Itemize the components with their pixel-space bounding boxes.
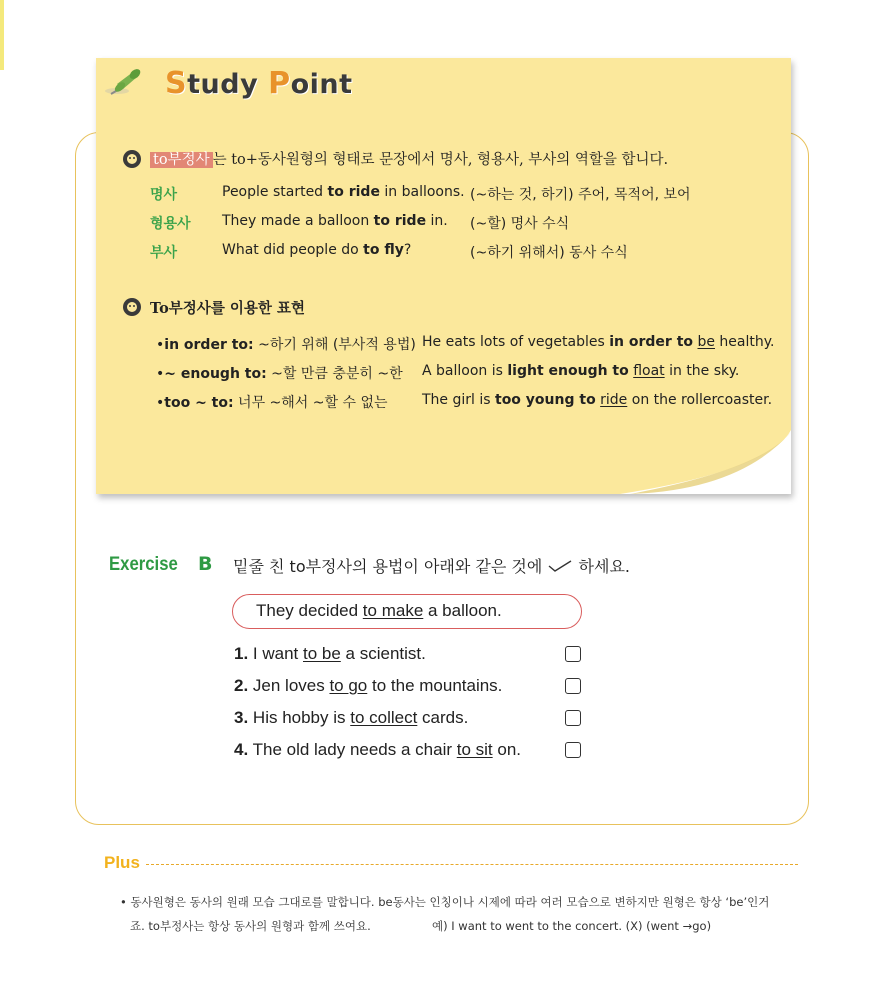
usage-example-adjective: They made a balloon to ride in. xyxy=(222,213,448,229)
expression-enough-to: •~ enough to: ~할 만큼 충분히 ~한 xyxy=(156,366,403,382)
arrow-icon: → xyxy=(682,919,693,933)
example-sentence: They decided to make a balloon. xyxy=(256,601,502,620)
question-2: 2. Jen loves to go to the mountains. xyxy=(234,676,503,695)
expressions-heading: To부정사를 이용한 표현 xyxy=(150,300,305,317)
usage-label-adverb: 부사 xyxy=(150,245,178,261)
exercise-instruction: 밑줄 친 to부정사의 용법이 아래와 같은 것에 하세요. xyxy=(233,557,630,576)
study-point-title xyxy=(165,66,353,101)
intro-text: 는 to+동사원형의 형태로 문장에서 명사, 형용사, 부사의 역할을 합니다. xyxy=(212,152,669,168)
usage-label-noun: 명사 xyxy=(150,187,178,203)
expression-too-to: •too ~ to: 너무 ~해서 ~할 수 없는 xyxy=(156,395,388,411)
usage-meaning-noun: (~하는 것, 하기) 주어, 목적어, 보어 xyxy=(470,187,691,203)
expression-example-2: A balloon is light enough to float in the sky. xyxy=(422,363,740,379)
expression-example-3: The girl is too young to ride on the rollercoaster. xyxy=(422,392,773,408)
flower-bullet-icon xyxy=(122,297,142,317)
usage-meaning-adverb: (~하기 위해서) 동사 수식 xyxy=(470,245,628,261)
usage-example-noun: People started to ride in balloons. xyxy=(222,184,465,200)
usage-label-adjective: 형용사 xyxy=(150,216,191,232)
intro-sentence xyxy=(150,148,668,169)
expression-in-order-to: •in order to: ~하기 위해 (부사적 용법) xyxy=(156,337,416,353)
answer-checkbox-3[interactable] xyxy=(565,710,581,726)
answer-checkbox-2[interactable] xyxy=(565,678,581,694)
plus-note-line-2: 죠. to부정사는 항상 동사의 원형과 함께 쓰여요. xyxy=(130,919,371,933)
page-edge-tab xyxy=(0,0,4,70)
pushpin-icon xyxy=(103,64,147,100)
title-letter-s: S xyxy=(165,66,188,101)
title-word-oint: oint xyxy=(290,69,353,100)
usage-example-adverb: What did people do to fly? xyxy=(222,242,412,258)
title-letter-p: P xyxy=(268,66,291,101)
intro-highlight: to부정사 xyxy=(150,152,213,168)
flower-bullet-icon xyxy=(122,149,142,169)
usage-meaning-adjective: (~할) 명사 수식 xyxy=(470,216,570,232)
checkmark-icon xyxy=(547,559,573,573)
question-1: 1. I want to be a scientist. xyxy=(234,644,426,663)
plus-label: Plus xyxy=(104,853,140,872)
page-curl xyxy=(620,430,800,500)
expression-example-1: He eats lots of vegetables in order to be healthy. xyxy=(422,334,775,350)
plus-divider xyxy=(146,864,798,865)
answer-checkbox-4[interactable] xyxy=(565,742,581,758)
plus-example: 예) I want to went to the concert. (X) (went →go) xyxy=(432,919,712,933)
exercise-label: Exercise xyxy=(109,554,178,575)
study-point-note xyxy=(96,58,791,494)
answer-checkbox-1[interactable] xyxy=(565,646,581,662)
exercise-letter: B xyxy=(198,553,213,575)
question-3: 3. His hobby is to collect cards. xyxy=(234,708,469,727)
plus-note-line-1: • 동사원형은 동사의 원래 모습 그대로를 말합니다. be동사는 인칭이나 시제에 따라 여러 모습으로 변하지만 원형은 항상 ‘be’인거 xyxy=(120,895,770,909)
title-word-tudy: tudy xyxy=(187,69,259,100)
question-4: 4. The old lady needs a chair to sit on. xyxy=(234,740,521,759)
